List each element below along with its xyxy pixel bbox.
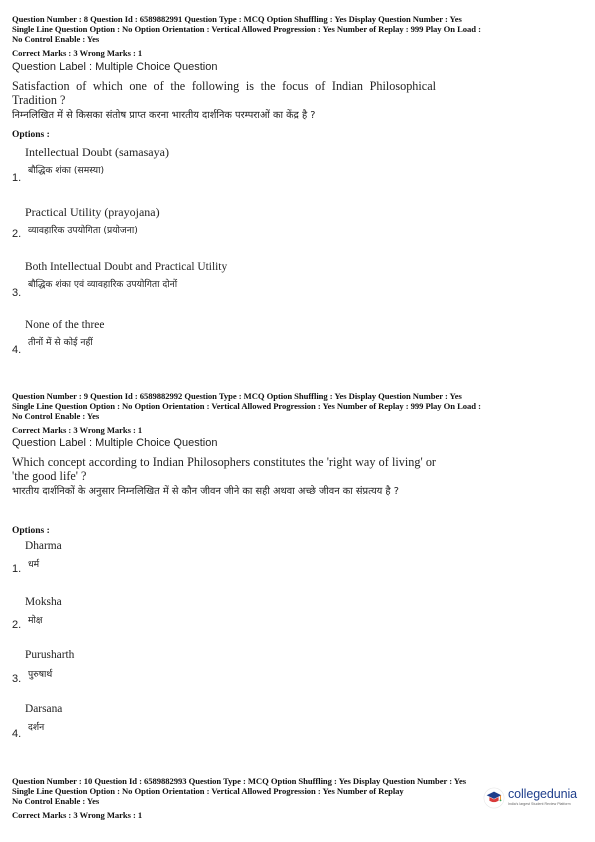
q9-option-1-hi: धर्म [28,559,40,570]
q8-question-text-hi: निम्नलिखित में से किसका संतोष प्राप्त करना भारतीय दार्शनिक परम्पराओं का केंद्र है ? [12,110,316,121]
q8-question-text-en: Satisfaction of which one of the following is the focus of Indian Philosophical Tradition ? [12,79,436,107]
q8-options-heading: Options : [12,130,50,140]
q9-question-label: Question Label : Multiple Choice Question [12,437,218,449]
q10-meta-line-3: No Control Enable : Yes [12,796,100,807]
q9-question-text-hi: भारतीय दार्शनिकों के अनुसार निम्नलिखित में से कौन जीवन जीने का सही अथवा अच्छे जीवन का संप्रत्यय है ? [12,486,399,497]
q9-meta-line-2: Single Line Question Option : No Option Orientation : Vertical Allowed Progression : Yes Number of Replay : 999 Play On Load : [12,401,481,412]
q9-meta [12,391,586,422]
q9-option-4-number: 4. [12,728,22,740]
q10-meta-line-2: Single Line Question Option : No Option Orientation : Vertical Allowed Progression : Yes Number of Replay [12,786,404,797]
q8-meta [12,14,586,45]
q8-option-2-number: 2. [12,228,22,240]
q9-option-3-number: 3. [12,673,22,685]
collegedunia-logo [483,783,583,817]
q8-option-1-hi: बौद्धिक शंका (समस्या) [28,165,105,176]
q9-option-2-hi: मोक्ष [28,615,43,626]
q8-option-3-hi: बौद्धिक शंका एवं व्यावहारिक उपयोगिता दोनों [28,279,178,290]
q8-question-label: Question Label : Multiple Choice Question [12,61,218,73]
q9-options-heading: Options : [12,526,50,536]
q8-option-3-number: 3. [12,287,22,299]
q9-option-1-number: 1. [12,563,22,575]
q9-option-2-en: Moksha [25,596,62,608]
q10-marks: Correct Marks : 3 Wrong Marks : 1 [12,810,143,820]
q8-option-1-number: 1. [12,172,22,184]
q9-meta-line-3: No Control Enable : Yes [12,411,100,422]
q10-meta-line-1: Question Number : 10 Question Id : 6589882993 Question Type : MCQ Option Shuffling : Yes Display Question Number : Yes [12,776,467,786]
q8-option-1-en: Intellectual Doubt (samasaya) [25,145,169,159]
q8-option-2-hi: व्यावहारिक उपयोगिता (प्रयोजना) [28,225,138,236]
q9-option-1-en: Dharma [25,540,62,552]
q8-meta-line-2: Single Line Question Option : No Option Orientation : Vertical Allowed Progression : Yes Number of Replay : 999 Play On Load : [12,24,481,35]
q9-option-3-hi: पुरुषार्थ [28,669,53,680]
q9-option-4-hi: दर्शन [28,722,45,733]
q8-option-2-en: Practical Utility (prayojana) [25,205,160,219]
q9-option-4-en: Darsana [25,703,63,715]
q9-meta-line-1: Question Number : 9 Question Id : 6589882992 Question Type : MCQ Option Shuffling : Yes Display Question Number : Yes [12,391,462,401]
q8-marks: Correct Marks : 3 Wrong Marks : 1 [12,48,143,58]
q8-meta-line-3: No Control Enable : Yes [12,34,100,45]
q9-marks: Correct Marks : 3 Wrong Marks : 1 [12,425,143,435]
q9-option-2-number: 2. [12,619,22,631]
logo-tagline: India's largest Student Review Platform [508,802,571,806]
q9-option-3-en: Purusharth [25,649,75,661]
q8-option-3-en: Both Intellectual Doubt and Practical Utility [25,261,228,273]
q8-option-4-hi: तीनों में से कोई नहीं [28,337,93,348]
q9-question-text-en: Which concept according to Indian Philosophers constitutes the 'right way of living' or 'the good life' ? [12,455,436,483]
q8-option-4-en: None of the three [25,319,105,331]
collegedunia-logo-icon [483,787,505,809]
logo-name: collegedunia [508,787,577,801]
q8-option-4-number: 4. [12,344,22,356]
q8-meta-line-1: Question Number : 8 Question Id : 6589882991 Question Type : MCQ Option Shuffling : Yes Display Question Number : Yes [12,14,462,24]
